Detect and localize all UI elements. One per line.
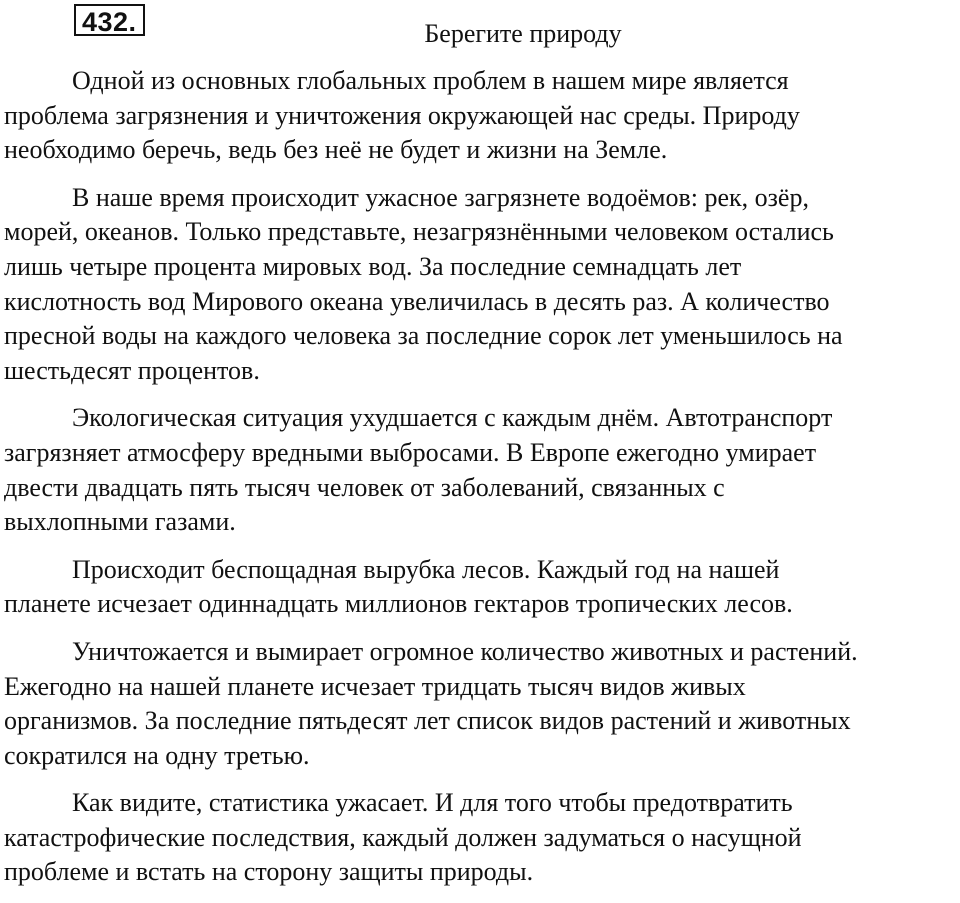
paragraph-line: лишь четыре процента мировых вод. За последние семнадцать лет xyxy=(4,251,742,281)
paragraph-line: двести двадцать пять тысяч человек от заболеваний, связанных с xyxy=(4,472,725,502)
paragraph-line: загрязняет атмосферу вредными выбросами. В Европе ежегодно умирает xyxy=(4,437,817,467)
paragraph-line: В наше время происходит ужасное загрязнете водоёмов: рек, озёр, xyxy=(72,182,809,212)
paragraph-1 xyxy=(4,64,958,168)
paragraph-line: Одной из основных глобальных проблем в нашем мире является xyxy=(72,66,789,95)
paragraph-line: Как видите, статистика ужасает. И для того чтобы предотвратить xyxy=(72,788,793,818)
paragraph-line: катастрофические последствия, каждый должен задуматься о насущной xyxy=(4,822,802,852)
text-title: Берегите природу xyxy=(424,19,622,48)
paragraph-line: проблема загрязнения и уничтожения окружающей нас среды. Природу xyxy=(4,100,800,130)
paragraph-line: морей, океанов. Только представьте, незагрязнёнными человеком остались xyxy=(4,217,834,247)
paragraph-line: организмов. За последние пятьдесят лет список видов растений и животных xyxy=(4,706,851,736)
text-body xyxy=(4,64,958,903)
paragraph-line: пресной воды на каждого человека за последние сорок лет уменьшилось на xyxy=(4,321,843,351)
paragraph-2 xyxy=(4,181,958,389)
paragraph-line: планете исчезает одиннадцать миллионов гектаров тропических лесов. xyxy=(4,589,793,619)
exercise-number-box: 432. xyxy=(74,4,145,36)
paragraph-line: необходимо беречь, ведь без неё не будет и жизни на Земле. xyxy=(4,135,668,165)
paragraph-line: выхлопными газами. xyxy=(4,507,236,537)
paragraph-line: Происходит беспощадная вырубка лесов. Каждый год на нашей xyxy=(72,554,780,584)
paragraph-4 xyxy=(4,553,958,622)
paragraph-line: сократился на одну третью. xyxy=(4,740,310,770)
paragraph-5 xyxy=(4,635,958,773)
paragraph-6 xyxy=(4,786,958,890)
paragraph-line: шестьдесят процентов. xyxy=(4,355,260,385)
paragraph-line: Ежегодно на нашей планете исчезает тридцать тысяч видов живых xyxy=(4,671,746,701)
paragraph-line: проблеме и встать на сторону защиты природы. xyxy=(4,857,534,887)
paragraph-3 xyxy=(4,401,958,539)
paragraph-line: Уничтожается и вымирает огромное количество животных и растений. xyxy=(72,636,858,666)
paragraph-line: кислотность вод Мирового океана увеличилась в десять раз. А количество xyxy=(4,286,830,316)
paragraph-line: Экологическая ситуация ухудшается с каждым днём. Автотранспорт xyxy=(72,403,833,433)
